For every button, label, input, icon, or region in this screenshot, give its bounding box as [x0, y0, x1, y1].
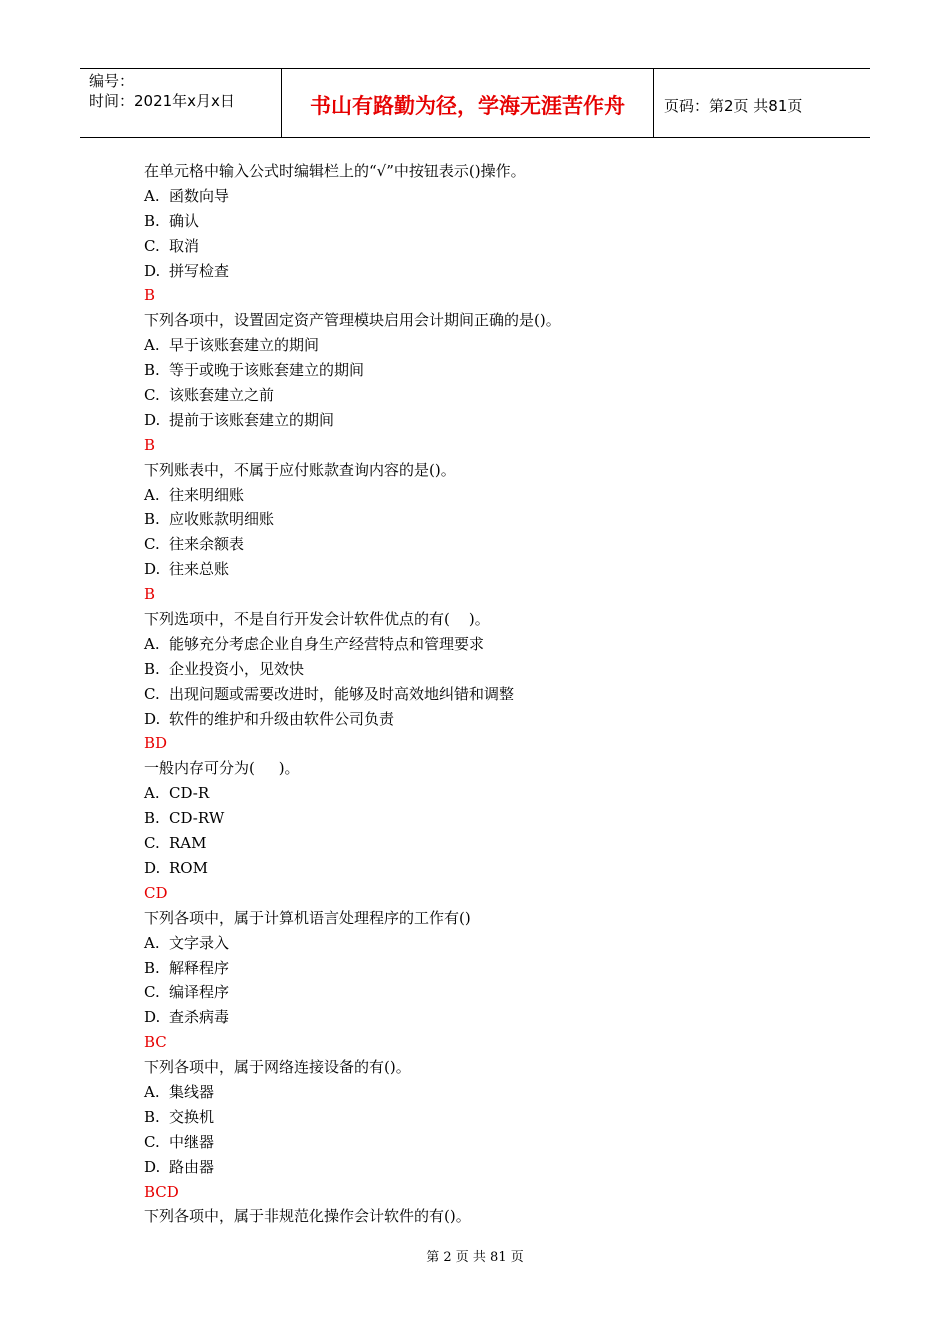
- option-text: 文字录入: [169, 933, 230, 952]
- option-row: [144, 209, 844, 234]
- option-row: [144, 408, 844, 433]
- option-text: 交换机: [169, 1107, 215, 1126]
- option-row: [144, 259, 844, 284]
- option-row: [144, 632, 844, 657]
- option-row: [144, 682, 844, 707]
- option-text: 应收账款明细账: [169, 510, 275, 529]
- option-letter: B.: [144, 958, 160, 977]
- option-letter: C.: [144, 1132, 160, 1151]
- option-letter: D.: [144, 560, 161, 579]
- header-page-label: 页码：第2页 共81页: [664, 96, 803, 115]
- option-row: [144, 956, 844, 981]
- option-row: [144, 234, 844, 259]
- option-row: [144, 806, 844, 831]
- option-text: 能够充分考虑企业自身生产经营特点和管理要求: [169, 634, 485, 653]
- answer-key: CD: [144, 883, 168, 902]
- option-letter: A.: [144, 485, 160, 504]
- answer-key: BC: [144, 1033, 167, 1052]
- option-text: 往来明细账: [169, 485, 245, 504]
- option-row: [144, 1105, 844, 1130]
- option-row: [144, 383, 844, 408]
- option-text: 路由器: [169, 1157, 215, 1176]
- option-row: [144, 483, 844, 508]
- option-row: [144, 184, 844, 209]
- question-stem: 一般内存可分为( )。: [144, 759, 300, 778]
- option-letter: A.: [144, 933, 160, 952]
- option-text: 解释程序: [169, 958, 230, 977]
- option-text: 查杀病毒: [169, 1008, 230, 1027]
- option-text: 往来余额表: [169, 535, 245, 554]
- option-letter: D.: [144, 709, 161, 728]
- question-stem: 下列各项中，属于非规范化操作会计软件的有()。: [144, 1207, 471, 1226]
- option-text: 提前于该账套建立的期间: [169, 410, 335, 429]
- option-letter: D.: [144, 858, 161, 877]
- number-label: 编号：: [89, 72, 135, 90]
- option-row: [144, 333, 844, 358]
- option-row: [144, 707, 844, 732]
- answer-key: B: [144, 435, 156, 454]
- option-row: [144, 931, 844, 956]
- option-text: 往来总账: [169, 560, 230, 579]
- option-letter: A.: [144, 1082, 160, 1101]
- option-letter: C.: [144, 535, 160, 554]
- option-letter: A.: [144, 634, 160, 653]
- question-stem: 下列各项中，设置固定资产管理模块启用会计期间正确的是()。: [144, 311, 561, 330]
- option-text: 软件的维护和升级由软件公司负责: [169, 709, 395, 728]
- option-text: 等于或晚于该账套建立的期间: [169, 361, 365, 380]
- option-letter: C.: [144, 983, 160, 1002]
- option-text: 出现问题或需要改进时，能够及时高效地纠错和调整: [169, 684, 515, 703]
- option-text: RAM: [169, 834, 207, 853]
- option-text: CD-R: [169, 784, 210, 803]
- option-text: 该账套建立之前: [169, 386, 275, 405]
- header-motto: 书山有路勤为径，学海无涯苦作舟: [281, 69, 654, 137]
- option-row: [144, 831, 844, 856]
- option-letter: D.: [144, 1008, 161, 1027]
- question-stem: 在单元格中输入公式时编辑栏上的“√”中按钮表示()操作。: [144, 162, 526, 180]
- option-row: [144, 657, 844, 682]
- question-stem: 下列账表中，不属于应付账款查询内容的是()。: [144, 460, 456, 479]
- option-letter: A.: [144, 784, 160, 803]
- option-row: [144, 781, 844, 806]
- question-stem: 下列各项中，属于计算机语言处理程序的工作有(): [144, 908, 471, 927]
- option-letter: C.: [144, 834, 160, 853]
- header-info: [80, 69, 281, 137]
- option-text: ROM: [169, 858, 208, 877]
- page-footer: 第 2 页 共 81 页: [426, 1250, 524, 1265]
- answer-key: BCD: [144, 1182, 179, 1201]
- option-letter: A.: [144, 186, 160, 205]
- option-letter: B.: [144, 510, 160, 529]
- option-letter: C.: [144, 236, 160, 255]
- option-row: [144, 1005, 844, 1030]
- question-stem: 下列各项中，属于网络连接设备的有()。: [144, 1058, 411, 1077]
- option-text: 编译程序: [169, 983, 230, 1002]
- option-text: CD-RW: [169, 809, 225, 828]
- option-text: 集线器: [169, 1082, 215, 1101]
- page-header: [80, 68, 870, 138]
- option-text: 中继器: [169, 1132, 215, 1151]
- option-text: 确认: [169, 211, 200, 230]
- question-stem: 下列选项中，不是自行开发会计软件优点的有( )。: [144, 610, 490, 629]
- option-letter: B.: [144, 659, 160, 678]
- option-letter: B.: [144, 211, 160, 230]
- option-letter: B.: [144, 809, 160, 828]
- option-row: [144, 532, 844, 557]
- option-row: [144, 856, 844, 881]
- option-row: [144, 1080, 844, 1105]
- option-letter: B.: [144, 1107, 160, 1126]
- answer-key: B: [144, 286, 156, 305]
- option-letter: C.: [144, 684, 160, 703]
- option-text: 拼写检查: [169, 261, 230, 280]
- option-letter: C.: [144, 386, 160, 405]
- option-letter: A.: [144, 336, 160, 355]
- time-label: 时间：2021年x月x日: [89, 92, 235, 110]
- option-row: [144, 1130, 844, 1155]
- option-letter: D.: [144, 410, 161, 429]
- option-letter: D.: [144, 261, 161, 280]
- option-row: [144, 980, 844, 1005]
- option-text: 函数向导: [169, 186, 230, 205]
- option-row: [144, 507, 844, 532]
- question-list: [144, 159, 844, 1229]
- option-row: [144, 358, 844, 383]
- option-text: 早于该账套建立的期间: [169, 336, 320, 355]
- option-row: [144, 557, 844, 582]
- answer-key: B: [144, 585, 156, 604]
- option-text: 取消: [169, 236, 200, 255]
- option-text: 企业投资小，见效快: [169, 659, 305, 678]
- option-letter: D.: [144, 1157, 161, 1176]
- option-row: [144, 1155, 844, 1180]
- answer-key: BD: [144, 734, 168, 753]
- option-letter: B.: [144, 361, 160, 380]
